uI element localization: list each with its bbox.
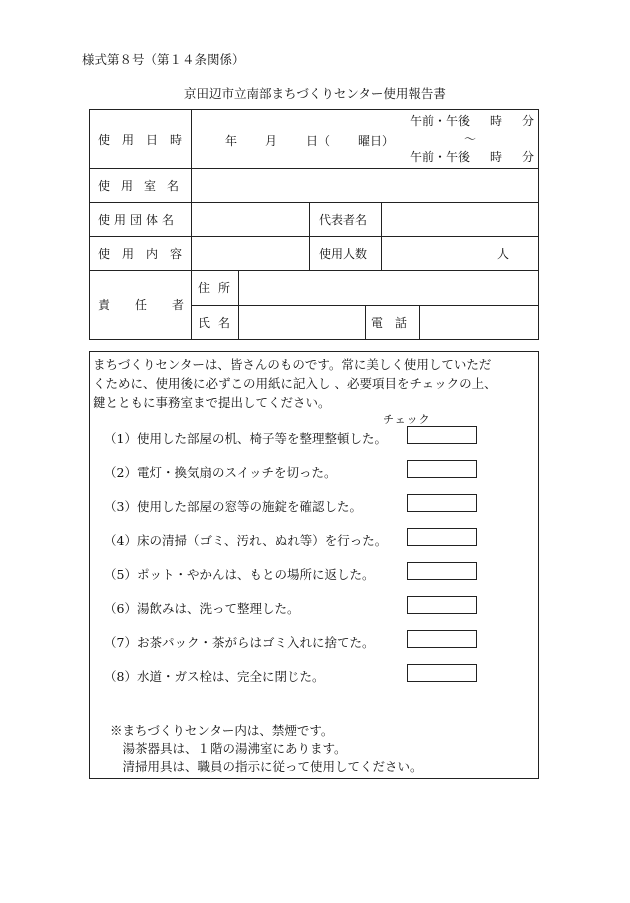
checklist-item: （5）ポット・やかんは、もとの場所に返した。: [104, 567, 375, 582]
checklist-item: （6）湯飲みは、洗って整理した。: [104, 601, 300, 616]
form-number: 様式第８号（第１４条関係）: [82, 52, 245, 67]
checklist-item: （1）使用した部屋の机、椅子等を整理整頓した。: [104, 431, 387, 446]
content-label: [98, 236, 194, 270]
checklist-item: （2）電灯・換気扇のスイッチを切った。: [104, 465, 337, 480]
usage-datetime-label: [98, 110, 195, 168]
range-tilde: ～: [464, 132, 477, 146]
start-hour-label: 時: [490, 114, 503, 128]
start-minute-label: 分: [522, 114, 535, 128]
group-name-label-text: 使用団体名: [98, 212, 179, 227]
footer-line: ※まちづくりセンター内は、禁煙です。: [110, 723, 334, 738]
weekday-label: 曜日）: [358, 134, 395, 148]
end-minute-label: 分: [522, 150, 535, 164]
end-ampm-label: 午前・午後: [410, 150, 471, 164]
check-box[interactable]: [407, 460, 477, 478]
check-box[interactable]: [407, 528, 477, 546]
check-box[interactable]: [407, 494, 477, 512]
month-label: 月: [265, 134, 278, 148]
people-count-label: 使用人数: [319, 246, 368, 261]
check-box[interactable]: [407, 664, 477, 682]
start-ampm-label: 午前・午後: [410, 114, 471, 128]
phone-label-text: 電話: [371, 315, 420, 330]
page-title: 京田辺市立南部まちづくりセンター使用報告書: [184, 86, 446, 101]
notice-intro: [93, 355, 533, 412]
day-label: 日（: [306, 134, 331, 148]
checklist-item: （7）お茶パック・茶がらはゴミ入れに捨てた。: [104, 635, 375, 650]
intro-line: まちづくりセンターは、皆さんのものです。常に美しく使用していただ: [93, 357, 492, 372]
people-unit: 人: [497, 246, 510, 261]
room-name-label: [98, 168, 190, 202]
checklist-box: [89, 351, 539, 779]
checklist-item: （4）床の清掃（ゴミ、汚れ、ぬれ等）を行った。: [104, 533, 388, 548]
responsible-label-text: 責任者: [98, 298, 210, 312]
group-name-label: [98, 202, 178, 236]
usage-info-table: [89, 109, 539, 340]
phone-label: [371, 305, 419, 339]
footer-line: 湯茶器具は、１階の湯沸室にあります。: [110, 741, 347, 756]
representative-label: 代表者名: [319, 212, 368, 227]
name-label: [198, 305, 238, 339]
room-name-label-text: 使用室名: [98, 178, 191, 193]
responsible-label: [98, 270, 209, 339]
check-box[interactable]: [407, 426, 477, 444]
checklist-item: （3）使用した部屋の窓等の施錠を確認した。: [104, 499, 362, 514]
name-label-text: 氏名: [198, 315, 239, 330]
address-label: [198, 270, 238, 305]
year-label: 年: [225, 134, 238, 148]
check-box[interactable]: [407, 596, 477, 614]
intro-line: くために、使用後に必ずこの用紙に記入し 、必要項目をチェックの上、: [93, 376, 497, 391]
check-box[interactable]: [407, 630, 477, 648]
usage-datetime-label-text: 使用日時: [98, 132, 195, 147]
check-column-header: チェック: [383, 413, 431, 426]
notice-footer: [110, 722, 423, 776]
footer-line: 清掃用具は、職員の指示に従って使用してください。: [110, 759, 423, 774]
end-hour-label: 時: [490, 150, 503, 164]
address-label-text: 住所: [198, 281, 239, 295]
intro-line: 鍵とともに事務室まで提出してください。: [93, 395, 331, 410]
checklist-item: （8）水道・ガス栓は、完全に閉じた。: [104, 669, 325, 684]
check-box[interactable]: [407, 562, 477, 580]
content-label-text: 使用内容: [98, 246, 195, 261]
